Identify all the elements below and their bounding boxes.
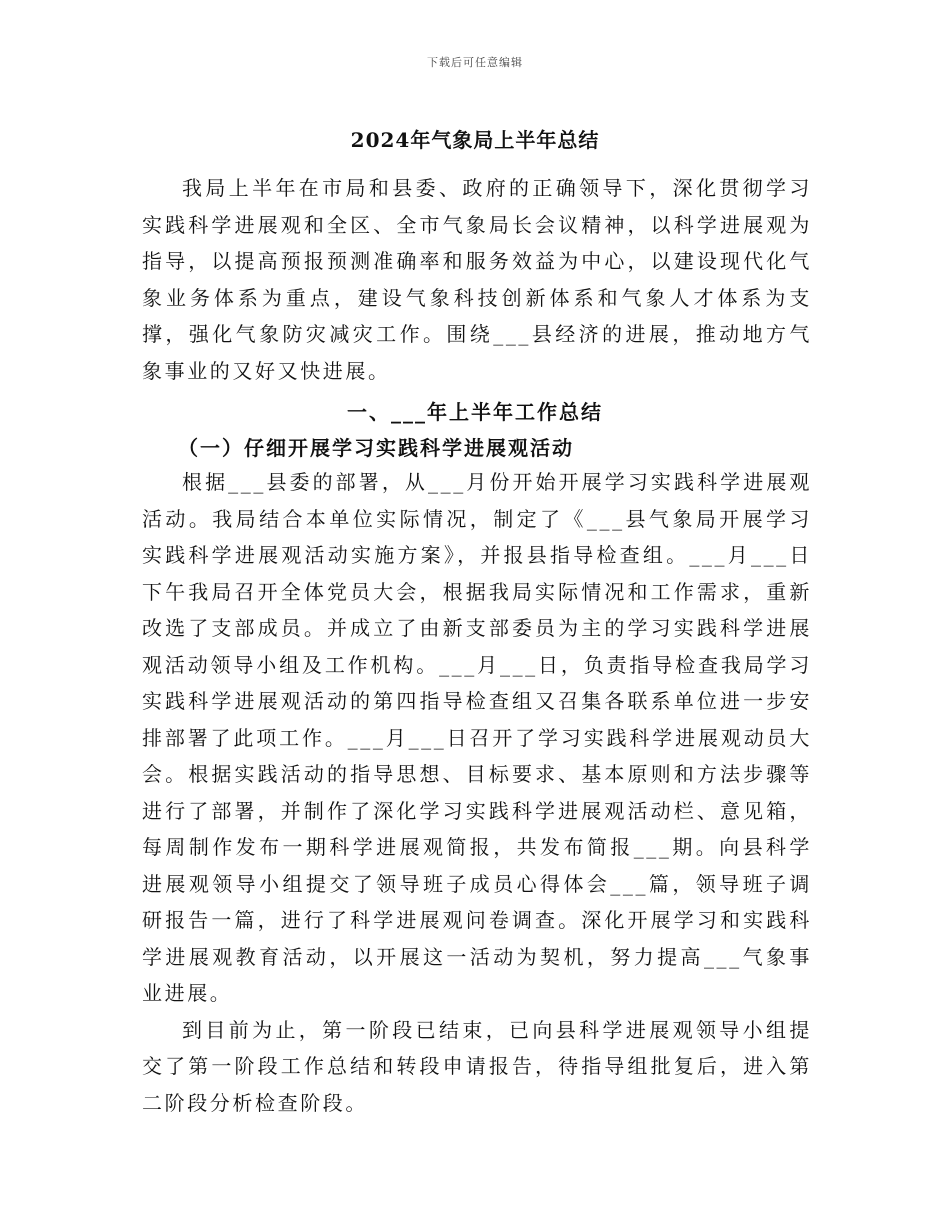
body-paragraph: 根据___县委的部署，从___月份开始开展学习实践科学进展观活动。我局结合本单位实际情况，制定了《___县气象局开展学习实践科学进展观活动实施方案》，并报县指导检查组。___月___日下午我局召开全体党员大会，根据我局实际情况和工作需求，重新改选了支部成员。并成立了由新支部委员为主的学习实践科学进展观活动领导小组及工作机构。___月___日，负责指导检查我局学习实践科学进展观活动的第四指导检查组又召集各联系单位进一步安排部署了此项工作。___月___日召开了学习实践科学进展观动员大会。根据实践活动的指导思想、目标要求、基本原则和方法步骤等进行了部署，并制作了深化学习实践科学进展观活动栏、意见箱，每周制作发布一期科学进展观简报，共发布简报___期。向县科学进展观领导小组提交了领导班子成员心得体会___篇，领导班子调研报告一篇，进行了科学进展观问卷调查。深化开展学习和实践科学进展观教育活动，以开展这一活动为契机，努力提高___气象事业进展。 <box>142 470 812 1005</box>
header-note: 下载后可任意编辑 <box>427 56 523 69</box>
body-paragraph: 到目前为止，第一阶段已结束，已向县科学进展观领导小组提交了第一阶段工作总结和转段申请报告，待指导组批复后，进入第二阶段分析检查阶段。 <box>142 1017 812 1115</box>
section-body <box>142 464 812 1121</box>
subsection-heading: （一）仔细开展学习实践科学进展观活动 <box>178 436 574 460</box>
section-heading: 一、___年上半年工作总结 <box>347 400 603 424</box>
intro-paragraph: 我局上半年在市局和县委、政府的正确领导下，深化贯彻学习实践科学进展观和全区、全市气象局长会议精神，以科学进展观为指导，以提高预报预测准确率和服务效益为中心，以建设现代化气象业务体系为重点，建设气象科技创新体系和气象人才体系为支撑，强化气象防灾减灾工作。围绕___县经济的进展，推动地方气象事业的又好又快进展。 <box>142 176 812 383</box>
document-title: 2024年气象局上半年总结 <box>350 128 600 152</box>
intro-block <box>142 170 812 389</box>
